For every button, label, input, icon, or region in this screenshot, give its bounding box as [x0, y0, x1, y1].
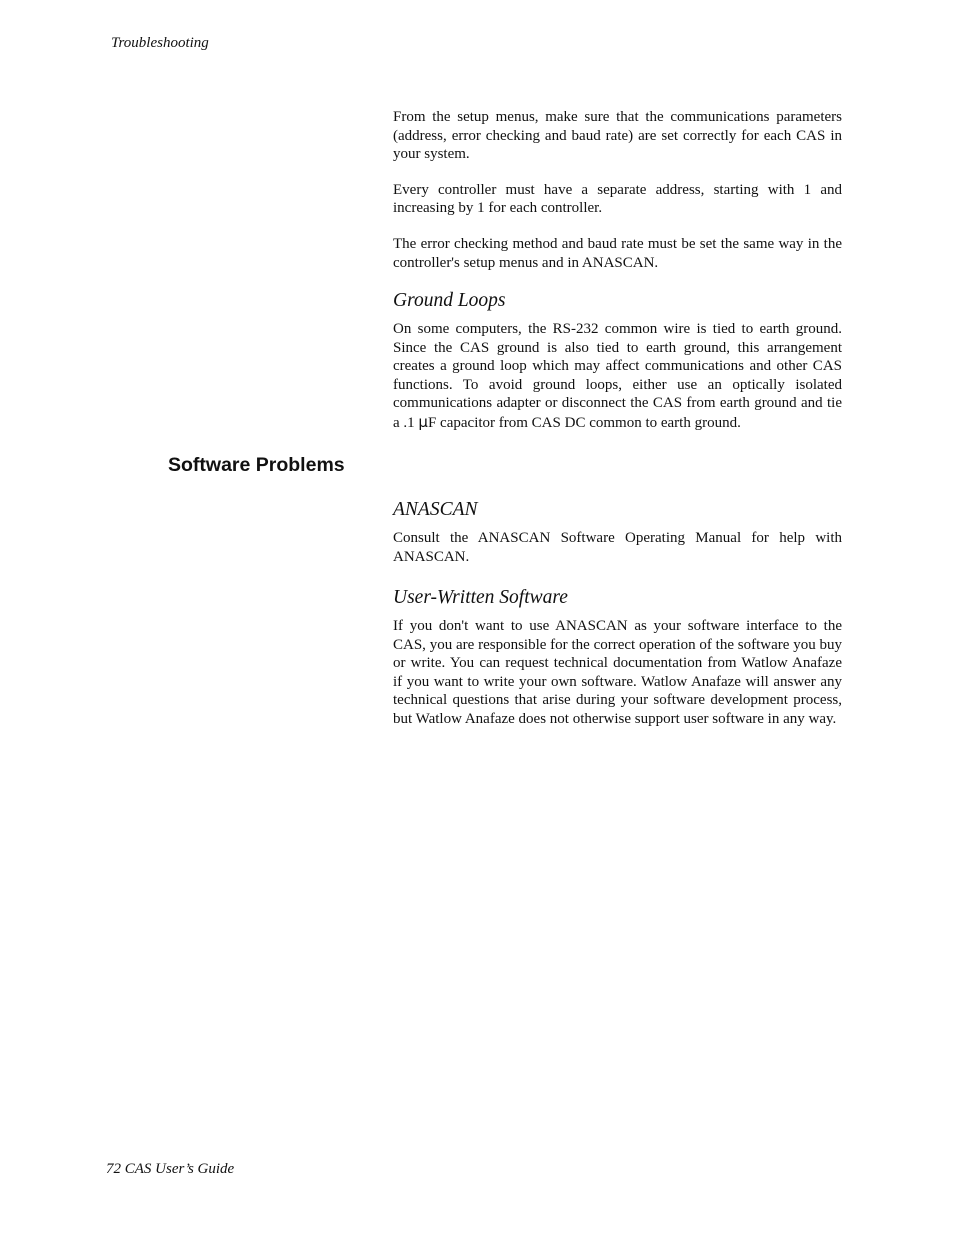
intro-paragraph-addresses: Every controller must have a separate address, starting with 1 and increasing by 1 for each controller. — [393, 181, 842, 217]
anascan-block — [393, 498, 842, 566]
intro-paragraph-error-checking: The error checking method and baud rate must be set the same way in the controller's setup menus and in ANASCAN. — [393, 235, 842, 271]
ground-loops-text: On some computers, the RS-232 common wire is tied to earth ground. Since the CAS ground is also tied to earth ground, this arrangement creates a ground loop which may affect communications and other CAS functions. To avoid ground loops, either use an optically isolated communications adapter or disconnect the CAS from earth ground and tie a .1 — [393, 321, 842, 431]
ground-loops-text-end: F capacitor from CAS DC common to earth ground. — [427, 414, 741, 431]
intro-block — [393, 108, 842, 272]
user-written-software-paragraph: If you don't want to use ANASCAN as your software interface to the CAS, you are responsible for the correct operation of the software you buy or write. You can request technical documentation from Watlow Anafaze if you want to write your own software. Watlow Anafaze will answer any technical questions that arise during your software development process, but Watlow Anafaze does not otherwise support user software in any way. — [393, 618, 842, 727]
user-written-software-block — [393, 586, 842, 729]
ground-loops-block — [393, 289, 842, 433]
anascan-heading: ANASCAN — [393, 499, 478, 520]
intro-paragraph-setup-menus: From the setup menus, make sure that the communications parameters (address, error checking and baud rate) are set correctly for each CAS in your system. — [393, 109, 842, 163]
ground-loops-heading: Ground Loops — [393, 290, 506, 311]
user-written-software-heading: User-Written Software — [393, 587, 568, 608]
micro-symbol: µ — [418, 412, 428, 431]
running-header: Troubleshooting — [111, 35, 209, 51]
running-footer: 72 CAS User’s Guide — [106, 1161, 235, 1177]
ground-loops-paragraph — [393, 320, 842, 433]
section-heading-software-problems: Software Problems — [168, 454, 345, 476]
anascan-paragraph: Consult the ANASCAN Software Operating Manual for help with ANASCAN. — [393, 530, 842, 565]
